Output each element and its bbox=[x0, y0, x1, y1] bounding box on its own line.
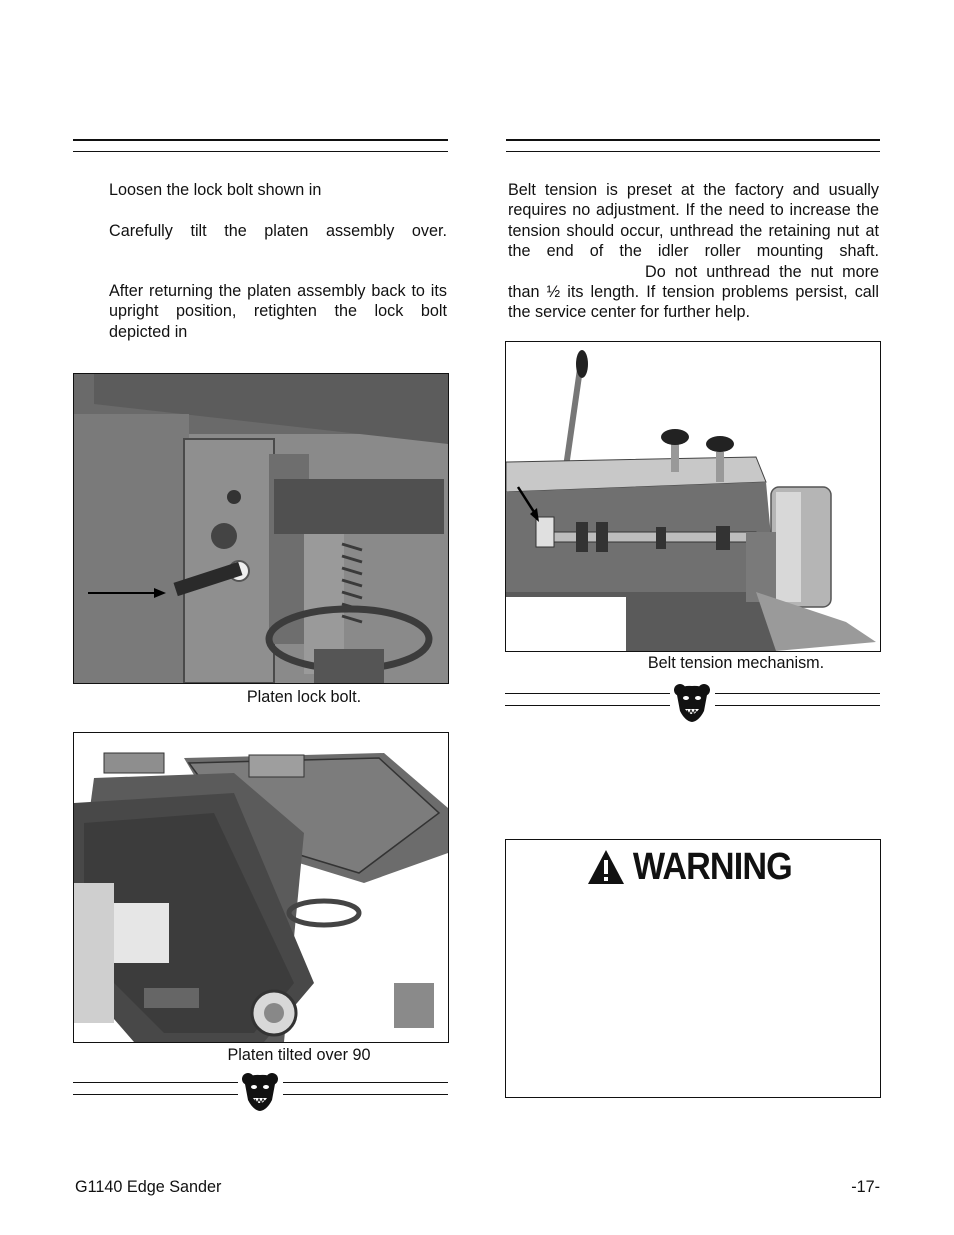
left-heading-rule bbox=[73, 139, 448, 141]
bear-head-icon bbox=[241, 1072, 279, 1112]
exclamation-triangle-icon bbox=[586, 848, 626, 886]
left-section-divider bbox=[73, 1072, 448, 1112]
right-paragraph-1-end: Do not unthread the nut more than ½ its length. If tension problems persist, call the service center for further help. bbox=[508, 262, 879, 322]
figure-1-caption: Platen lock bolt. bbox=[246, 688, 362, 706]
warning-box bbox=[505, 839, 881, 1098]
right-section-divider bbox=[505, 683, 880, 723]
belt-tension-photo bbox=[505, 341, 881, 652]
left-paragraph-3: After returning the platen assembly back to its upright position, retighten the lock bolt depicted in bbox=[109, 282, 447, 341]
figure-2-caption: Platen tilted over 90 bbox=[227, 1046, 371, 1064]
figure-3-caption: Belt tension mechanism. bbox=[647, 654, 825, 672]
platen-tilted-photo bbox=[73, 732, 449, 1043]
footer-model: G1140 Edge Sander bbox=[75, 1178, 222, 1196]
right-paragraph-1 bbox=[508, 180, 879, 323]
right-heading-rule-lower bbox=[506, 151, 880, 152]
footer-page-number: -17- bbox=[851, 1178, 880, 1196]
right-paragraph-1-text: Belt tension is preset at the factory and usually requires no adjustment. If the need to increase the tension should occur, unthread the retaining nut at the end of the idler roller mounting shaft. bbox=[508, 181, 879, 261]
left-paragraph-2: Carefully tilt the platen assembly over. bbox=[109, 222, 447, 240]
right-heading-rule bbox=[506, 139, 880, 141]
bear-head-icon bbox=[673, 683, 711, 723]
platen-lock-bolt-photo bbox=[73, 373, 449, 684]
left-paragraph-1: Loosen the lock bolt shown in bbox=[109, 181, 322, 199]
warning-header bbox=[506, 842, 880, 892]
left-heading-rule-lower bbox=[73, 151, 448, 152]
warning-label: WARNING bbox=[632, 845, 792, 888]
